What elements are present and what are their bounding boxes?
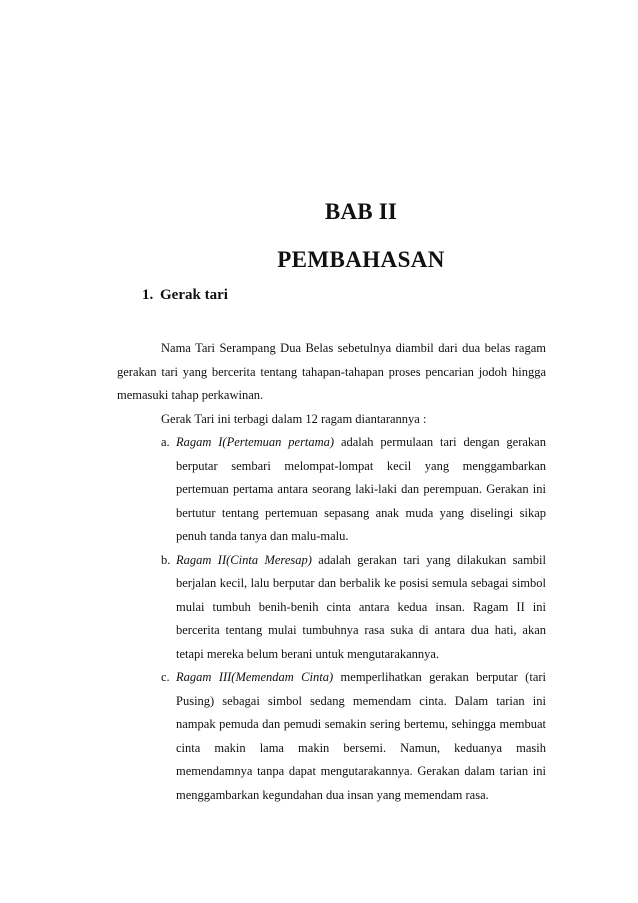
section-number: 1.: [142, 287, 154, 303]
item-text: adalah permulaan tari dengan gerakan berputar sembari melompat-lompat kecil yang menggambarkan pertemuan pertama antara seorang laki-laki dan perempuan. Gerakan ini bertutur tentang pertemuan sepasang anak muda yang diselingi sikap penuh tanda tanya dan malu-malu.: [176, 435, 546, 543]
ragam-list: [117, 431, 546, 807]
document-body: [117, 337, 546, 807]
section-heading: [142, 287, 228, 304]
section-title: Gerak tari: [160, 287, 228, 303]
list-marker: c.: [161, 670, 170, 684]
item-text: memperlihatkan gerakan berputar (tari Pusing) sebagai simbol sedang memendam cinta. Dalam tarian ini nampak pemuda dan pemudi semakin sering bertemu, sehingga membuat cinta makin lama makin bersemi. Namun, keduanya masih memendamnya tanpa dapat mengutarakannya. Gerakan dalam tarian ini menggambarkan kegundahan dua insan yang memendam rasa.: [176, 670, 546, 802]
chapter-label: BAB II: [324, 199, 398, 224]
list-item: [117, 666, 546, 807]
item-title: Ragam I(Pertemuan pertama): [176, 435, 335, 449]
item-title: Ragam III(Memendam Cinta): [176, 670, 334, 684]
list-marker: b.: [161, 552, 171, 567]
body-paragraph: Nama Tari Serampang Dua Belas sebetulnya diambil dari dua belas ragam gerakan tari yang bercerita tentang tahapan-tahapan proses pencarian jodoh hingga memasuki tahap perkawinan.: [117, 341, 546, 402]
intro-line: Gerak Tari ini terbagi dalam 12 ragam diantarannya :: [161, 411, 427, 426]
list-item: [117, 549, 546, 667]
chapter-heading: [0, 198, 638, 274]
item-title: Ragam II(Cinta Meresap): [176, 552, 312, 567]
chapter-title: PEMBAHASAN: [277, 247, 445, 272]
list-marker: a.: [161, 435, 170, 449]
item-text: adalah gerakan tari yang dilakukan sambil berjalan kecil, lalu berputar dan berbalik ke posisi semula sebagai simbol mulai tumbuh benih-benih cinta antara kedua insan. Ragam II ini bercerita tentang mulai tumbuhnya rasa suka di antara dua hati, akan tetapi mereka belum berani untuk mengutarakannya.: [176, 552, 546, 661]
list-item: [117, 431, 546, 549]
